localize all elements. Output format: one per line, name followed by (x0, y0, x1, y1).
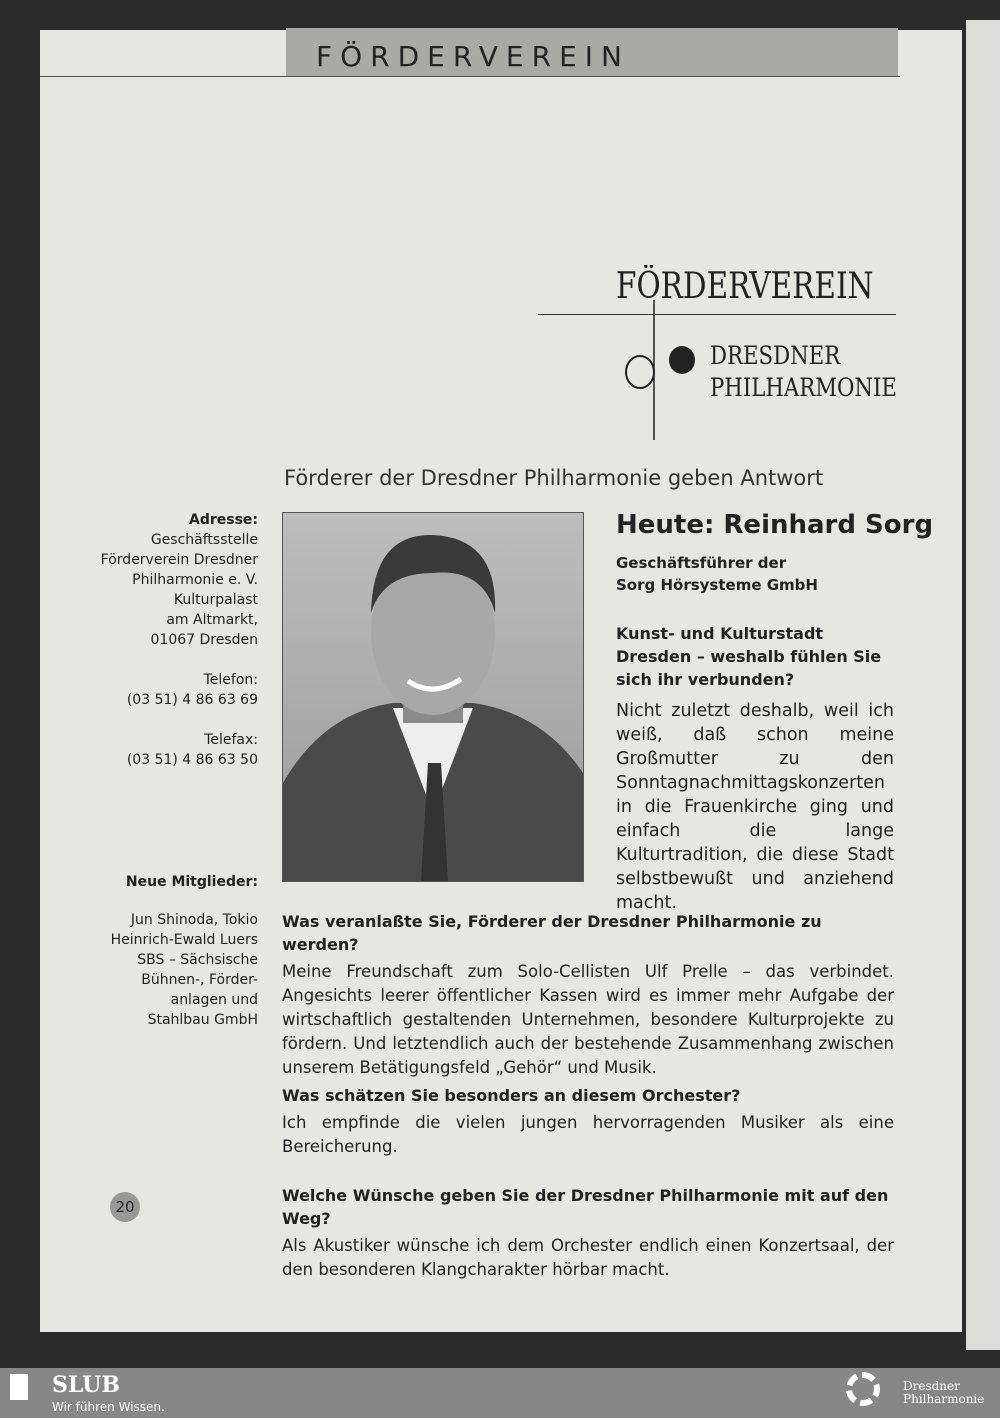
interviewee-role (616, 552, 818, 596)
answer: Meine Freundschaft zum Solo-Cellisten Ulf Prelle – das verbindet. Angesichts leerer öffentlicher Kassen wird es immer mehr Aufgabe der wirtschaftlich gestaltenden Unternehmen, besondere Kulturprojekte zu fördern. Und letztendlich auch der bestehende Zusammenhang zwischen unserem Betätigungsfeld „Gehör“ und Musik. (282, 962, 894, 1077)
member-line: Stahlbau GmbH (147, 1012, 258, 1028)
member-line: anlagen und (170, 992, 258, 1008)
member-line: Jun Shinoda, Tokio (130, 912, 258, 928)
question: Kunst- und Kulturstadt Dresden – weshalb fühlen Sie sich ihr verbunden? (616, 624, 882, 689)
address-label: Adresse: (188, 512, 258, 528)
qa-item (282, 910, 894, 1080)
members-label: Neue Mitglieder: (125, 874, 258, 890)
logo-title: FÖRDERVEREIN (616, 266, 874, 307)
address-line: 01067 Dresden (150, 632, 258, 648)
answer: Nicht zuletzt deshalb, weil ich weiß, daß schon meine Großmutter zu den Sonntagnachmittagskonzerten in die Frauenkirche ging und einfach die lange Kulturtradition, die diese Stadt selbstbewußt und anziehend macht. (616, 701, 894, 913)
member-line: Heinrich-Ewald Luers (110, 932, 258, 948)
address-block (101, 510, 258, 770)
qa-item (282, 1184, 894, 1282)
section-title: FÖRDERVEREIN (316, 40, 630, 73)
question: Was schätzen Sie besonders an diesem Orchester? (282, 1086, 741, 1105)
portrait-photo (282, 512, 584, 882)
partner-line: Dresdner (903, 1379, 960, 1393)
role-line: Geschäftsführer der (616, 554, 787, 572)
fax-label: Telefax: (204, 732, 258, 748)
slub-logo[interactable]: SLUB (52, 1372, 120, 1398)
adjacent-page-edge (966, 20, 1000, 1350)
partner-line: Philharmonie (903, 1392, 985, 1406)
slub-tagline: Wir führen Wissen. (52, 1400, 165, 1414)
slub-book-icon (10, 1374, 28, 1400)
member-line: SBS – Sächsische (137, 952, 258, 968)
header-rule (40, 76, 900, 77)
qa-item (282, 1084, 894, 1159)
logo-dp-mark-icon (618, 300, 708, 440)
footer-bar (0, 1368, 1000, 1418)
page-number: 20 (110, 1192, 140, 1222)
logo-line1: DRESDNER (710, 341, 841, 370)
members-block (111, 872, 258, 1030)
phone-number: (03 51) 4 86 63 69 (126, 692, 258, 708)
logo-rule (538, 314, 896, 315)
fax-number: (03 51) 4 86 63 50 (126, 752, 258, 768)
member-line: Bühnen-, Förder- (141, 972, 258, 988)
article-subtitle: Förderer der Dresdner Philharmonie geben Antwort (284, 466, 824, 490)
answer: Als Akustiker wünsche ich dem Orchester endlich einen Konzertsaal, der den besonderen Klangcharakter hörbar macht. (282, 1236, 894, 1279)
role-line: Sorg Hörsysteme GmbH (616, 576, 818, 594)
question: Was veranlaßte Sie, Förderer der Dresdner Philharmonie zu werden? (282, 912, 822, 954)
qa-item (616, 622, 894, 915)
philharmonie-logo-text[interactable] (903, 1380, 984, 1406)
interviewee-name: Heute: Reinhard Sorg (616, 510, 934, 540)
address-line: Kulturpalast (173, 592, 258, 608)
phone-label: Telefon: (203, 672, 258, 688)
address-line: am Altmarkt, (166, 612, 258, 628)
question: Welche Wünsche geben Sie der Dresdner Philharmonie mit auf den Weg? (282, 1186, 889, 1228)
logo-subtitle (710, 340, 897, 404)
logo-line2: PHILHARMONIE (710, 373, 897, 402)
address-line: Förderverein Dresdner (100, 552, 258, 568)
answer: Ich empfinde die vielen jungen hervorragenden Musiker als eine Bereicherung. (282, 1113, 894, 1156)
philharmonie-logo-icon (846, 1372, 880, 1406)
address-line: Philharmonie e. V. (132, 572, 258, 588)
address-line: Geschäftsstelle (150, 532, 258, 548)
